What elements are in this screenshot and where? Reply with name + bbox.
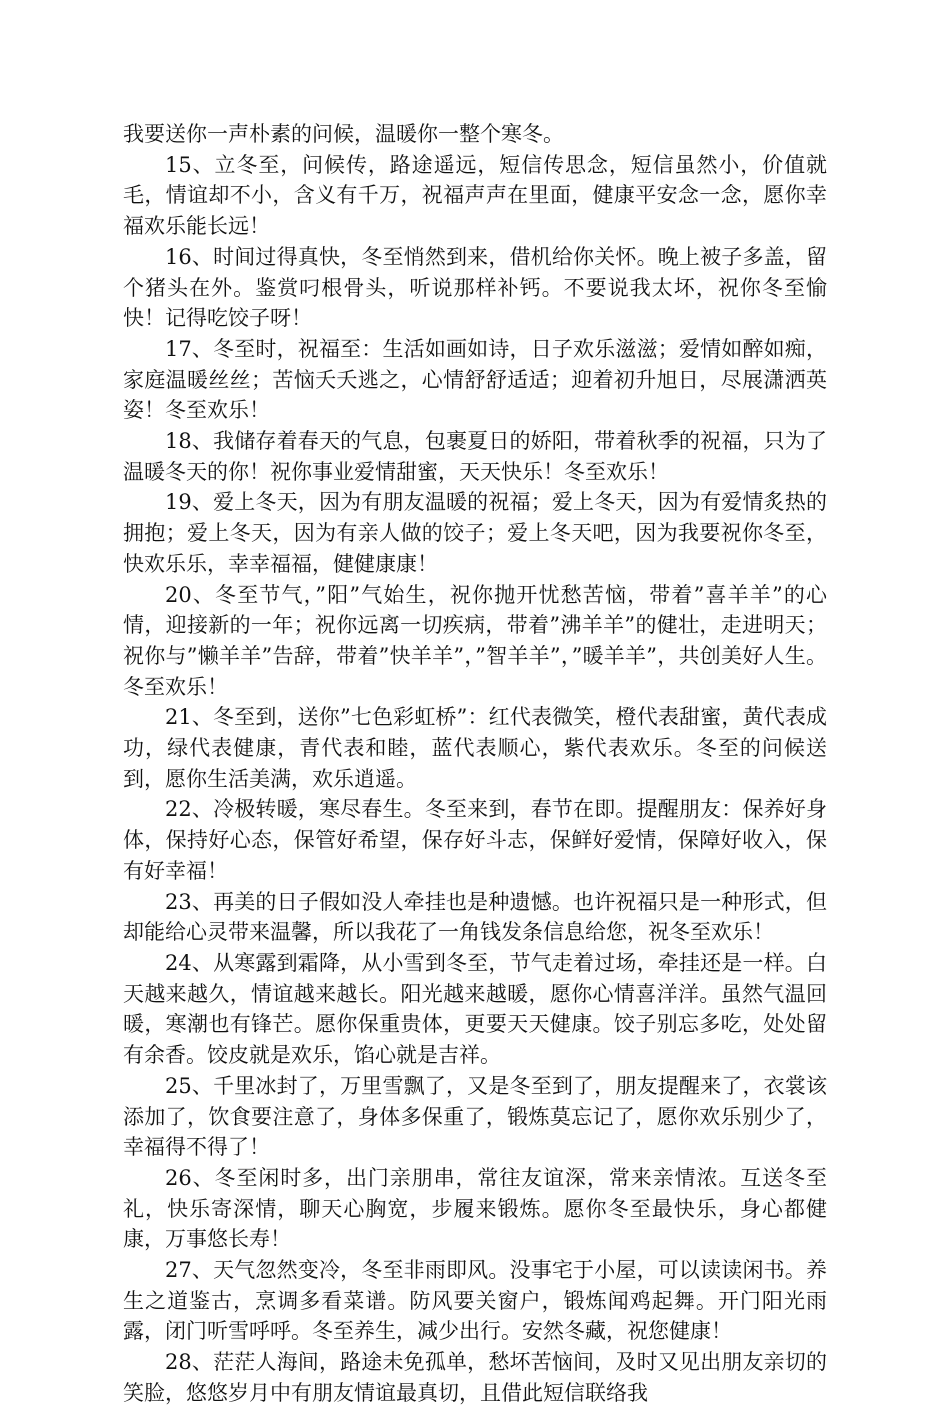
paragraph-18: 18、我储存着春天的气息，包裹夏日的娇阳，带着秋季的祝福，只为了温暖冬天的你！祝你事业爱情甜蜜，天天快乐！冬至欢乐！ <box>123 429 827 484</box>
paragraph-21: 21、冬至到，送你”七色彩虹桥”：红代表微笑，橙代表甜蜜，黄代表成功，绿代表健康，青代表和睦，蓝代表顺心，紫代表欢乐。冬至的问候送到，愿你生活美满，欢乐逍遥。 <box>123 705 827 791</box>
paragraph-24: 24、从寒露到霜降，从小雪到冬至，节气走着过场，牵挂还是一样。白天越来越久，情谊越来越长。阳光越来越暖，愿你心情喜洋洋。虽然气温回暖，寒潮也有锋芒。愿你保重贵体，更要天天健康。饺子别忘多吃，处处留有余香。饺皮就是欢乐，馅心就是吉祥。 <box>123 950 827 1068</box>
paragraph-20: 20、冬至节气，”阳”气始生，祝你抛开忧愁苦恼，带着”喜羊羊”的心情，迎接新的一年；祝你远离一切疾病，带着”沸羊羊”的健壮，走进明天；祝你与”懒羊羊”告辞，带着”快羊羊”，”智羊羊”，”暖羊羊”，共创美好人生。冬至欢乐！ <box>123 582 827 699</box>
paragraph-25: 25、千里冰封了，万里雪飘了，又是冬至到了，朋友提醒来了，衣裳该添加了，饮食要注意了，身体多保重了，锻炼莫忘记了，愿你欢乐别少了，幸福得不得了！ <box>123 1073 827 1160</box>
paragraph-15: 15、立冬至，问候传，路途遥远，短信传思念，短信虽然小，价值就毛，情谊却不小，含义有千万，祝福声声在里面，健康平安念一念，愿你幸福欢乐能长远！ <box>123 152 827 239</box>
document-body <box>123 119 827 1409</box>
paragraph-19: 19、爱上冬天，因为有朋友温暖的祝福；爱上冬天，因为有爱情炙热的拥抱；爱上冬天，因为有亲人做的饺子；爱上冬天吧，因为我要祝你冬至，快欢乐乐，幸幸福福，健健康康！ <box>123 490 827 576</box>
paragraph-17: 17、冬至时，祝福至：生活如画如诗，日子欢乐滋滋；爱情如醉如痴，家庭温暖丝丝；苦恼夭夭逃之，心情舒舒适适；迎着初升旭日，尽展潇洒英姿！冬至欢乐！ <box>123 336 827 423</box>
paragraph-26: 26、冬至闲时多，出门亲朋串，常往友谊深，常来亲情浓。互送冬至礼，快乐寄深情，聊天心胸宽，步履来锻炼。愿你冬至最快乐，身心都健康，万事悠长寿！ <box>123 1165 827 1252</box>
paragraph-28: 28、茫茫人海间，路途未免孤单，愁坏苦恼间，及时又见出朋友亲切的笑脸，悠悠岁月中有朋友情谊最真切，且借此短信联络我 <box>123 1350 827 1405</box>
paragraph-23: 23、再美的日子假如没人牵挂也是种遗憾。也许祝福只是一种形式，但却能给心灵带来温馨，所以我花了一角钱发条信息给您，祝冬至欢乐！ <box>123 889 827 945</box>
paragraph-continuation: 我要送你一声朴素的问候，温暖你一整个寒冬。 <box>123 122 564 146</box>
paragraph-22: 22、冷极转暖，寒尽春生。冬至来到，春节在即。提醒朋友：保养好身体，保持好心态，保管好希望，保存好斗志，保鲜好爱情，保障好收入，保有好幸福！ <box>123 797 827 883</box>
paragraph-27: 27、天气忽然变冷，冬至非雨即风。没事宅于小屋，可以读读闲书。养生之道鉴古，烹调多看菜谱。防风要关窗户，锻炼闻鸡起舞。开门阳光雨露，闭门听雪呼呼。冬至养生，减少出行。安然冬藏，祝您健康！ <box>123 1258 827 1344</box>
paragraph-16: 16、时间过得真快，冬至悄然到来，借机给你关怀。晚上被子多盖，留个猪头在外。鉴赏叼根骨头，听说那样补钙。不要说我太坏，祝你冬至愉快！记得吃饺子呀！ <box>123 244 827 331</box>
